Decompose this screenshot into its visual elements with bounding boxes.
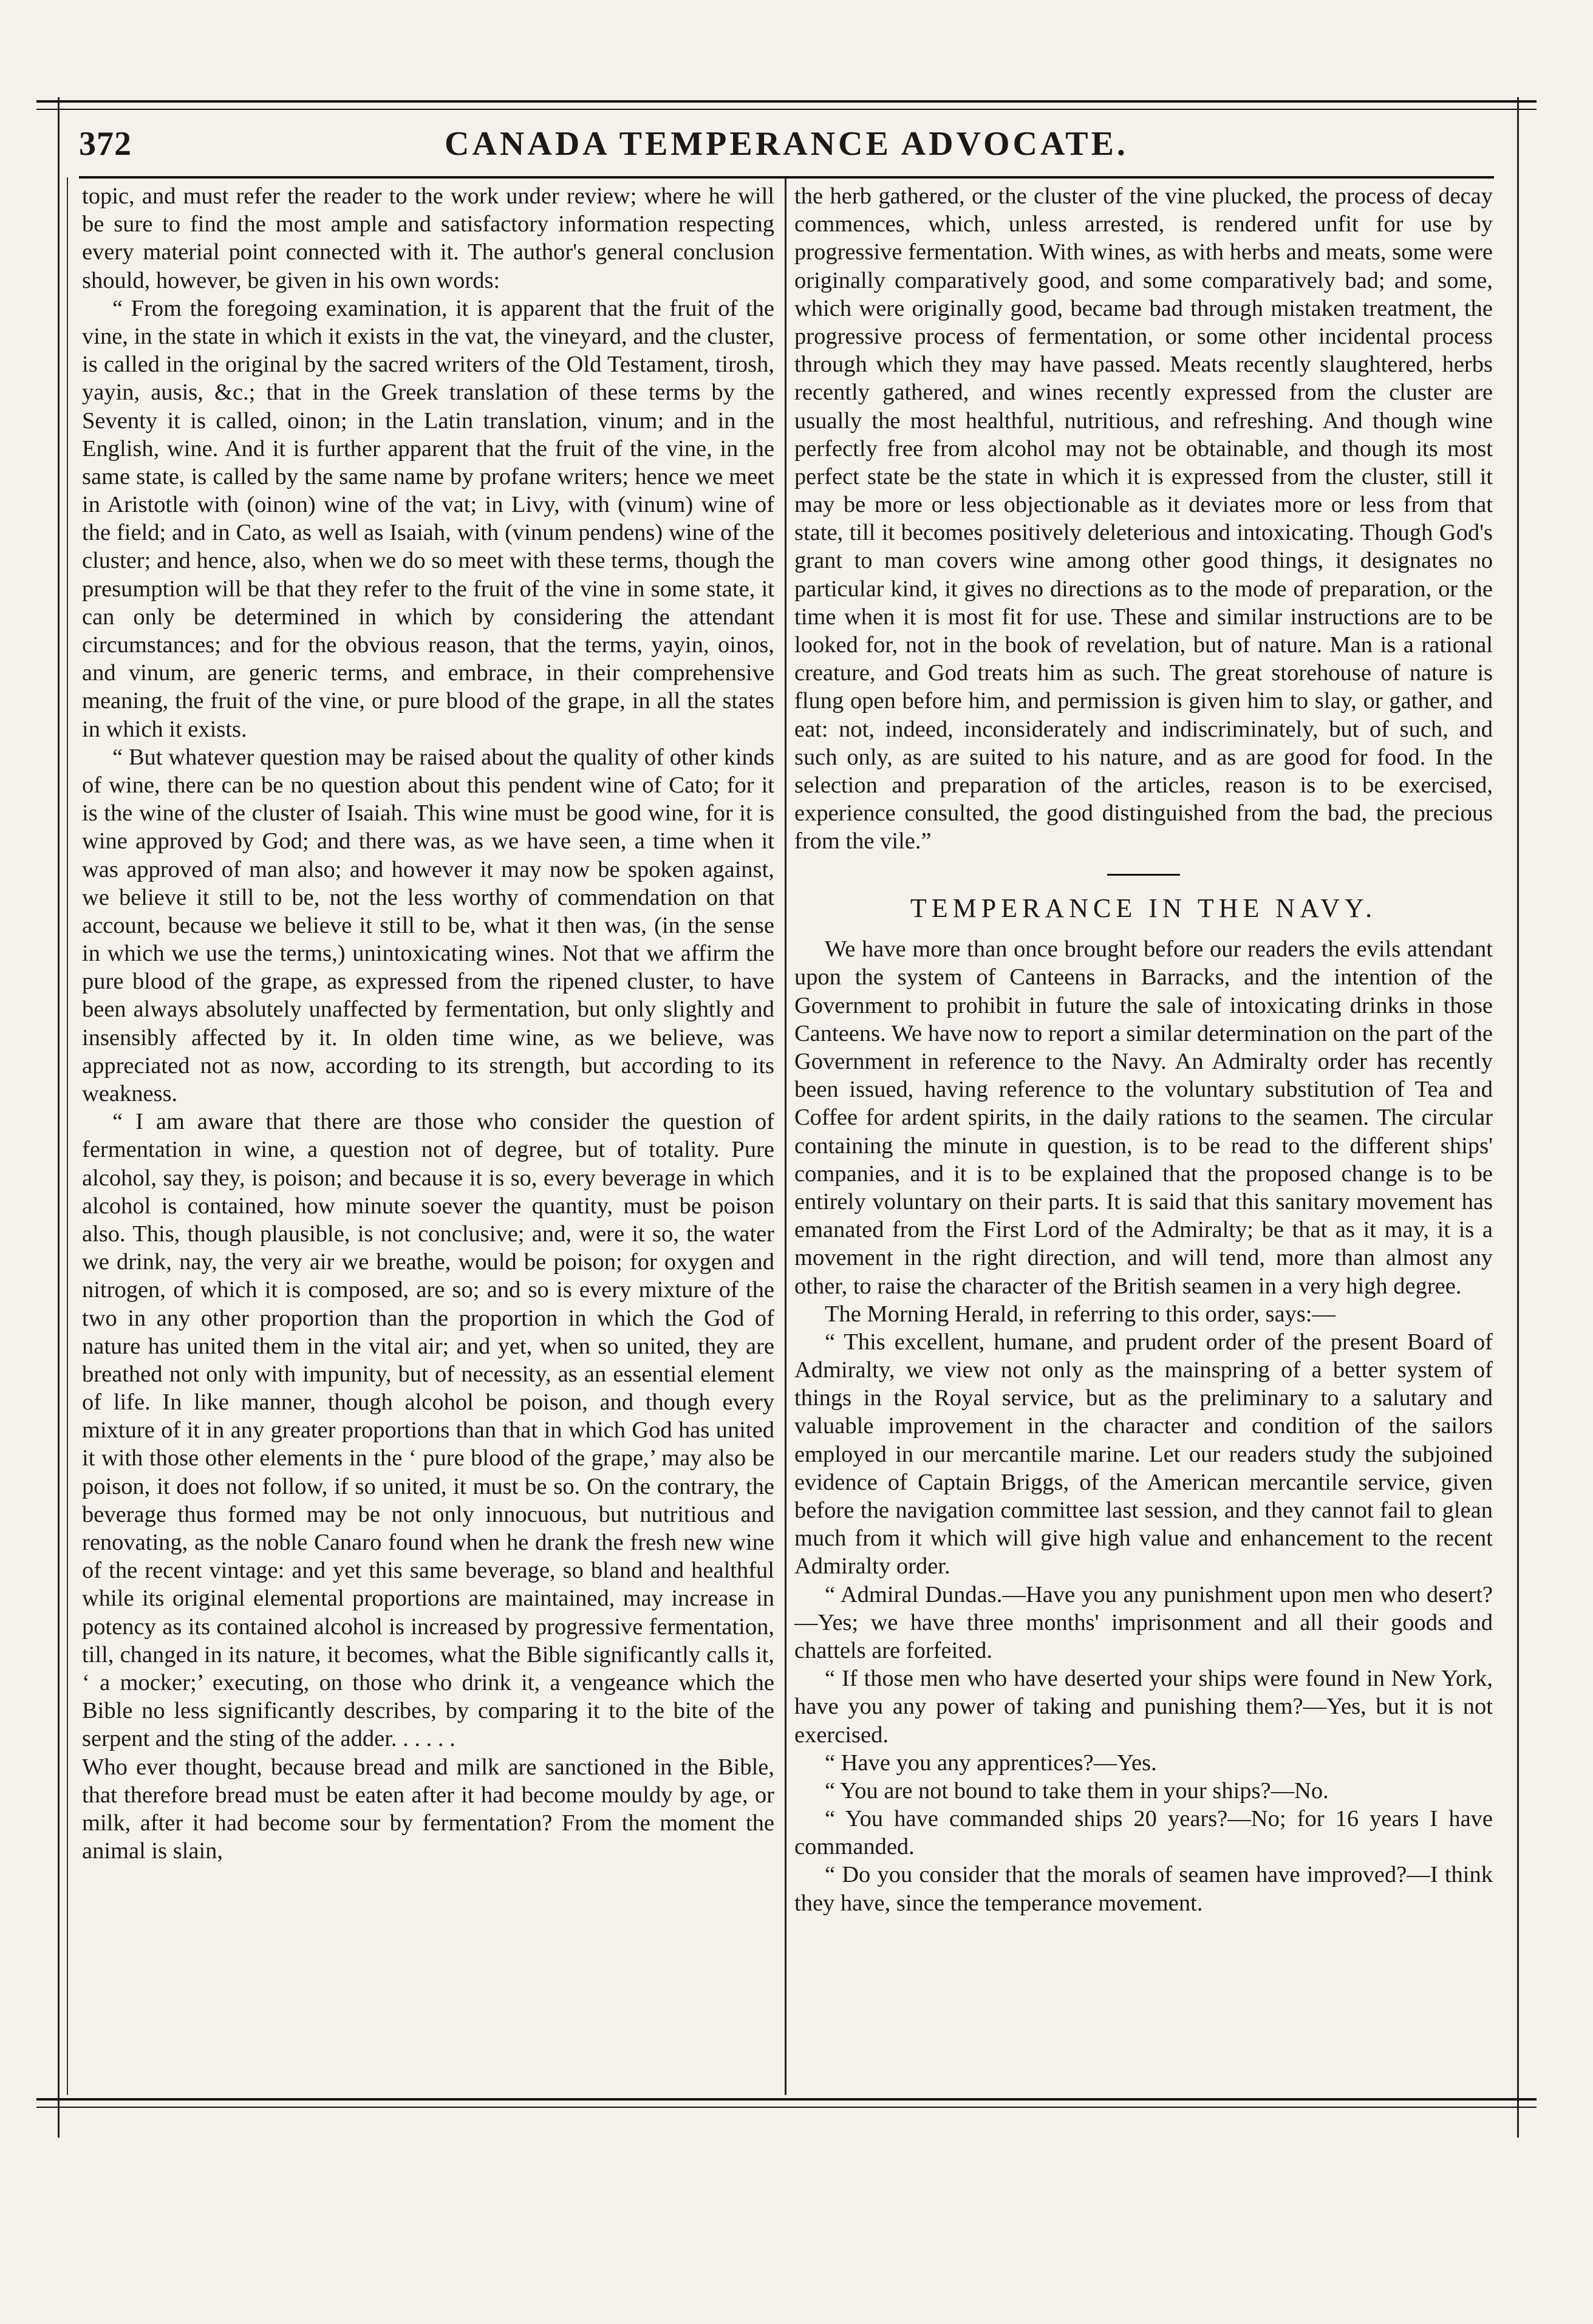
quoted-paragraph: “ This excellent, humane, and prudent order of the present Board of Admiralty, we view not only as the mainspring of a better system of things in the Royal service, but as the preliminary to a salutary and valuable improvement in the character and condition of the sailors employed in our mercantile marine. Let our readers study the subjoined evidence of Captain Briggs, of the American mercantile service, given before the navigation committee last session, and they cannot fail to glean much from it which will give high value and enhancement to the recent Admiralty order. <box>794 1329 1493 1579</box>
right-column <box>794 182 1493 2092</box>
testimony-line: “ Have you any apprentices?—Yes. <box>825 1750 1157 1776</box>
quoted-paragraph: “ From the foregoing examination, it is apparent that the fruit of the vine, in the state in which it exists in the vat, the vineyard, and the cluster, is called in the original by the sacred writers of the Old Testament, tirosh, yayin, ausis, &c.; that in the Greek translation of these terms by the Seventy it is called, oinon; in the Latin translation, vinum; and in the English, wine. And it is further apparent that the fruit of the vine, in the same state, is called by the same name by profane writers; hence we meet in Aristotle with (oinon) wine of the vat; in Livy, with (vinum) wine of the field; and in Cato, as well as Isaiah, with (vinum pendens) wine of the cluster; and hence, also, when we do so meet with these terms, though the presumption will be that they refer to the fruit of the vine in some state, it can only be determined in which by considering the attendant circumstances; and for the obvious reason, that the terms, yayin, oinos, and vinum, are generic terms, and embrace, in their comprehensive meaning, the fruit of the vine, or pure blood of the grape, in all the states in which it exists. <box>82 295 774 742</box>
quoted-paragraph: “ I am aware that there are those who consider the question of fermentation in wine, a question not of degree, but of totality. Pure alcohol, say they, is poison; and because it is so, every beverage in which alcohol is contained, how minute soever the quantity, must be poison also. This, though plausible, is not conclusive; and, were it so, the water we drink, nay, the very air we breathe, would be poison; for oxygen and nitrogen, of which it is composed, are so; and so is every mixture of the two in any other proportion than the proportion in which the God of nature has united them in the vital air; and yet, when so united, they are breathed not only with impunity, but of necessity, as an essential element of life. In like manner, though alcohol be poison, and though every mixture of it in any greater proportions than that in which God has united it with those other elements in the ‘ pure blood of the grape,’ may also be poison, it does not follow, if so united, it must be so. On the contrary, the beverage thus formed may be not only innocuous, but nutritious and renovating, as the noble Canaro found when he drank the fresh new wine of the recent vintage: and yet this same beverage, so bland and healthful while its original elemental proportions are maintained, may increase in potency as its contained alcohol is increased by progressive fermentation, till, changed in its nature, it becomes, what the Bible significantly calls it, ‘ a mocker;’ executing, on those who drink it, a vengeance which the Bible no less significantly describes, by comparing it to the bite of the serpent and the sting of the adder. . . . . . <box>82 1109 774 1752</box>
quoted-paragraph: “ But whatever question may be raised about the quality of other kinds of wine, there can be no question about this pendent wine of Cato; for it is the wine of the cluster of Isaiah. This wine must be good wine, for it is wine approved by God; and there was, as we have seen, a time when it was approved of man also; and however it may now be spoken against, we believe it still to be, not the less worthy of commendation on that account, because we believe it still to be, what it then was, (in the sense in which we use the terms,) unintoxicating wines. Not that we affirm the pure blood of the grape, as expressed from the ripened cluster, to have been always absolutely unaffected by fermentation, but only slightly and insensibly affected by it. In olden time wine, as we believe, was appreciated not as now, according to its strength, but according to its weakness. <box>82 744 774 1106</box>
paragraph: Who ever thought, because bread and milk are sanctioned in the Bible, that therefore bread must be eaten after it had become mouldy by age, or milk, after it had become sour by fermentation? From the moment the animal is slain, <box>82 1754 774 1864</box>
page-number: 372 <box>79 125 132 163</box>
testimony-line: “ Admiral Dundas.—Have you any punishment upon men who desert?—Yes; we have three months' imprisonment and all their goods and chattels are forfeited. <box>794 1581 1493 1663</box>
testimony-line: “ Do you consider that the morals of seamen have improved?—I think they have, since the temperance movement. <box>794 1862 1493 1916</box>
column-divider <box>785 177 786 2095</box>
page-header <box>79 124 1494 173</box>
section-divider <box>1107 874 1180 876</box>
article-paragraph: The Morning Herald, in referring to this order, says:— <box>825 1301 1335 1327</box>
article-paragraph: We have more than once brought before our readers the evils attendant upon the system of Canteens in Barracks, and the intention of the Government to prohibit in future the sale of intoxicating drinks in those Canteens. We have now to report a similar determination on the part of the Government in reference to the Navy. An Admiralty order has recently been issued, having reference to the voluntary substitution of Tea and Coffee for ardent spirits, in the daily rations to the seamen. The circular containing the minute in question, is to be read to the different ships' companies, and it is to be explained that the proposed change is to be entirely voluntary on their parts. It is said that this sanitary movement has emanated from the First Lord of the Admiralty; be that as it may, it is a movement in the right direction, and will tend, more than almost any other, to raise the character of the British seamen in a very high degree. <box>794 936 1493 1299</box>
testimony-line: “ If those men who have deserted your ships were found in New York, have you any power of taking and punishing them?—Yes, but it is not exercised. <box>794 1666 1493 1748</box>
left-column <box>82 182 774 2092</box>
paragraph: topic, and must refer the reader to the work under review; where he will be sure to find the most ample and satisfactory information respecting every material point connected with it. The author's general conclusion should, however, be given in his own words: <box>82 183 774 293</box>
testimony-line: “ You have commanded ships 20 years?—No; for 16 years I have commanded. <box>794 1806 1493 1860</box>
running-title: CANADA TEMPERANCE ADVOCATE. <box>445 125 1128 163</box>
header-rule <box>79 176 1494 179</box>
testimony-line: “ You are not bound to take them in your ships?—No. <box>825 1777 1329 1804</box>
paragraph: the herb gathered, or the cluster of the vine plucked, the process of decay commences, which, unless arrested, is rendered unfit for use by progressive fermentation. With wines, as with herbs and meats, some were originally comparatively good, and some comparatively bad; and some, which were originally good, became bad through mistaken treatment, the progressive process of fermentation, or some other incidental process through which they may have passed. Meats recently slaughtered, herbs recently gathered, and wines recently expressed from the cluster are usually the most healthful, nutritious, and refreshing. And though wine perfectly free from alcohol may not be obtainable, and though its most perfect state be the state in which it is expressed from the cluster, still it may be more or less objectionable as it deviates more or less from that state, till it becomes positively deleterious and intoxicating. Though God's grant to man covers wine among other good things, it designates no particular kind, it gives no directions as to the mode of preparation, or the time when it is most fit for use. These and similar instructions are to be looked for, not in the book of revelation, but of nature. Man is a rational creature, and God treats him as such. The great storehouse of nature is flung open before him, and permission is given him to slay, or gather, and eat: not, indeed, inconsiderately and indiscriminately, but of such, and such only, as are suited to his nature, and as are good for food. In the selection and preparation of the articles, reason is to be exercised, experience consulted, the good distinguished from the bad, the precious from the vile.” <box>794 183 1493 854</box>
section-title: TEMPERANCE IN THE NAVY. <box>910 893 1377 923</box>
left-edge-rule <box>67 177 68 2095</box>
bottom-border-rule <box>36 2098 1537 2108</box>
